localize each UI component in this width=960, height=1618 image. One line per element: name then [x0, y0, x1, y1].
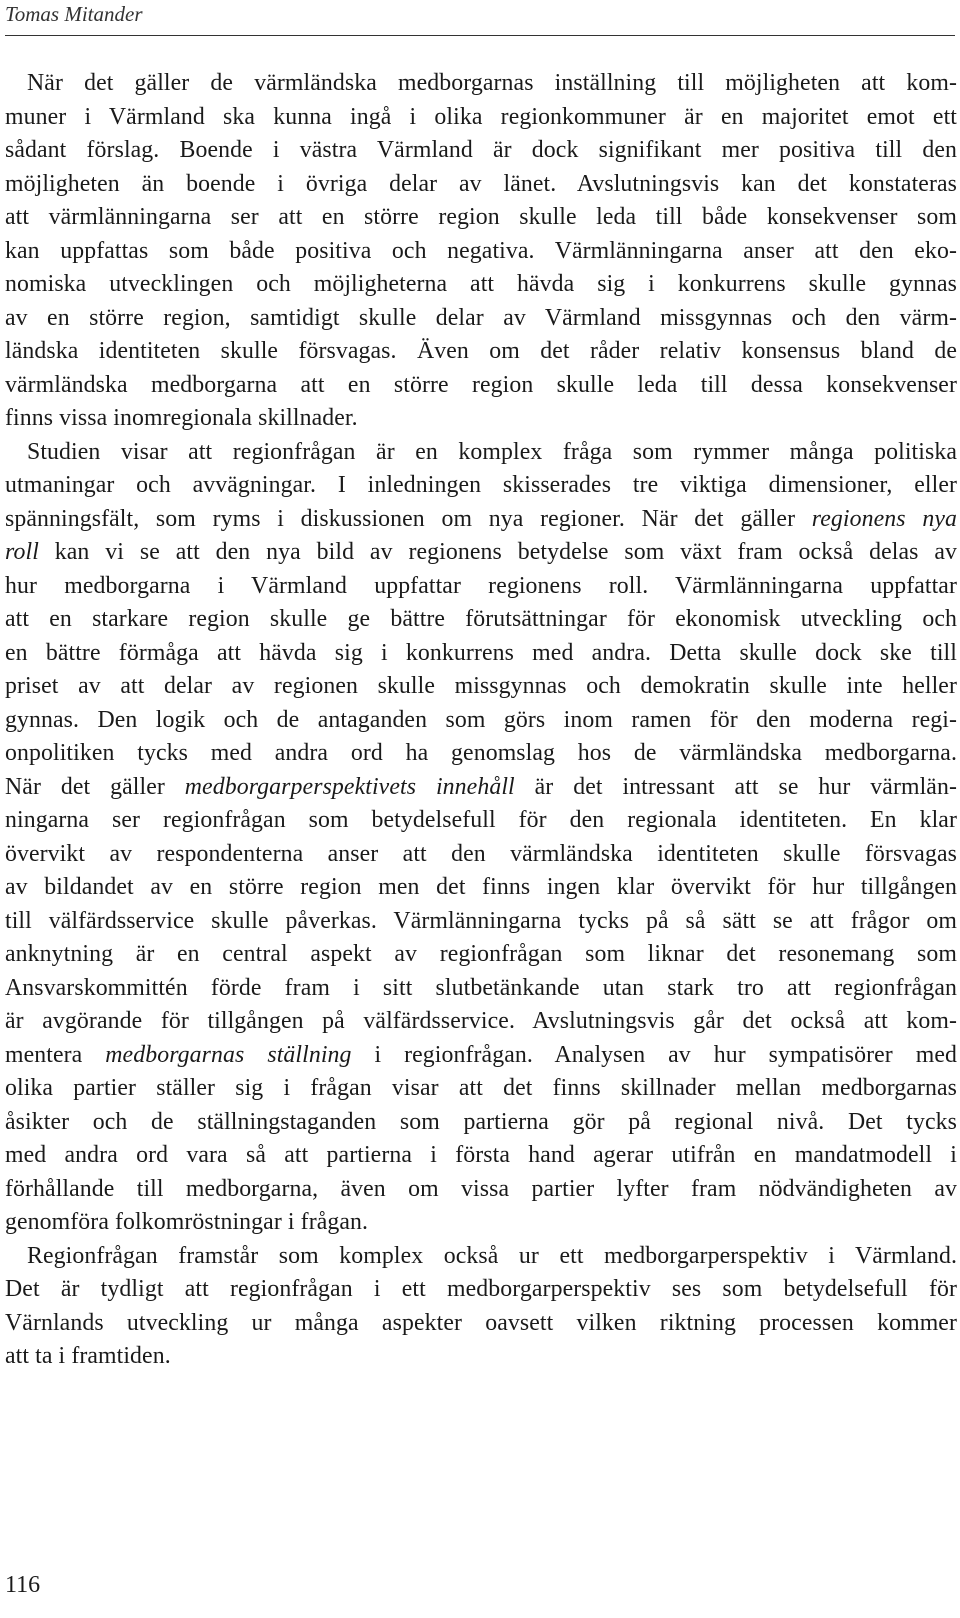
text-line: övervikt av respondenterna anser att den värmländska identiteten skulle försvagas — [5, 840, 957, 867]
body-text — [5, 67, 957, 1374]
text-line: till välfärdsservice skulle påverkas. Värmlänningarna tycks på så sätt se att frågor om — [5, 907, 957, 934]
text-line: gynnas. Den logik och de antaganden som görs inom ramen för den moderna regi- — [5, 706, 957, 733]
text-line: Studien visar att regionfrågan är en komplex fråga som rymmer många politiska — [27, 438, 957, 465]
italic-term: roll — [5, 539, 39, 565]
running-head — [5, 0, 955, 36]
text-segment: kan vi se att den nya bild av regionens betydelse som växt fram också delas av — [38, 539, 957, 565]
text-line: att en starkare region skulle ge bättre förutsättningar för ekonomisk utveckling och — [5, 606, 957, 632]
text-line: med andra ord vara så att partierna i första hand agerar utifrån en mandatmodell i — [5, 1142, 957, 1168]
text-line: att värmlänningarna ser att en större region skulle leda till både konsekvenser som — [5, 204, 957, 230]
text-line: anknytning är en central aspekt av regionfrågan som liknar det resonemang som — [5, 941, 957, 967]
text-line: ningarna ser regionfrågan som betydelsefull för den regionala identiteten. En klar — [5, 807, 957, 833]
italic-term: medborgarnas ställning — [105, 1041, 352, 1068]
text-line: Regionfrågan framstår som komplex också ur ett medborgarperspektiv i Värmland. — [27, 1242, 957, 1269]
text-line: att ta i framtiden. — [5, 1343, 171, 1369]
text-line: genomföra folkomröstningar i frågan. — [5, 1209, 369, 1235]
italic-term: regionens nya — [811, 505, 957, 532]
header-author: Tomas Mitander — [5, 2, 143, 26]
text-line — [5, 536, 957, 570]
text-line: förhållande till medborgarna, även om vissa partier lyfter fram nödvändigheten av — [5, 1175, 957, 1202]
text-line: sådant förslag. Boende i västra Värmland är dock signifikant mer positiva till den — [5, 137, 957, 163]
text-line: av en större region, samtidigt skulle delar av Värmland missgynnas och den värm- — [5, 304, 957, 331]
text-line — [5, 771, 957, 805]
text-line: Det är tydligt att regionfrågan i ett medborgarperspektiv ses som betydelsefull för — [5, 1276, 957, 1302]
text-line: När det gäller de värmländska medborgarnas inställning till möjligheten att kom- — [27, 70, 957, 96]
text-line: finns vissa inomregionala skillnader. — [5, 405, 358, 431]
text-line: priset av att delar av regionen skulle missgynnas och demokratin skulle inte heller — [5, 673, 957, 699]
text-line: möjligheten än boende i övriga delar av länet. Avslutningsvis kan det konstateras — [5, 170, 957, 197]
text-line: utmaningar och avvägningar. I inledningen skisserades tre viktiga dimensioner, eller — [5, 472, 957, 498]
text-segment: är det intressant att se hur värmlän- — [514, 773, 957, 800]
text-line: är avgörande för tillgången på välfärdsservice. Avslutningsvis går det också att kom- — [5, 1008, 957, 1034]
italic-term: medborgarperspektivets innehåll — [184, 773, 515, 800]
text-line: värmländska medborgarna att en större region skulle leda till dessa konsekvenser — [5, 371, 957, 398]
text-line: ländska identiteten skulle försvagas. Även om det råder relativ konsensus bland de — [5, 338, 957, 364]
text-line: av bildandet av en större region men det finns ingen klar övervikt för hur tillgången — [5, 874, 957, 900]
text-line: hur medborgarna i Värmland uppfattar regionens roll. Värmlänningarna uppfattar — [5, 572, 957, 599]
text-line: kan uppfattas som både positiva och negativa. Värmlänningarna anser att den eko- — [5, 237, 957, 264]
text-line: Ansvarskommittén förde fram i sitt slutbetänkande utan stark tro att regionfrågan — [5, 974, 957, 1001]
text-segment: mentera — [5, 1041, 106, 1068]
text-line: åsikter och de ställningstaganden som partierna gör på regional nivå. Det tycks — [5, 1108, 957, 1135]
page-number: 116 — [5, 1572, 41, 1598]
text-segment: spänningsfält, som ryms i diskussionen om nya regioner. När det gäller — [5, 505, 812, 532]
text-line: onpolitiken tycks med andra ord ha genomslag hos de värmländska medborgarna. — [5, 740, 957, 766]
text-line: olika partier ställer sig i frågan visar att det finns skillnader mellan medborgarnas — [5, 1075, 957, 1101]
text-line: nomiska utvecklingen och möjligheterna att hävda sig i konkurrens skulle gynnas — [5, 271, 957, 297]
text-segment: När det gäller — [5, 773, 185, 800]
text-line — [5, 503, 957, 537]
text-segment: i regionfrågan. Analysen av hur sympatisörer med — [351, 1041, 957, 1068]
text-line: Värnlands utveckling ur många aspekter oavsett vilken riktning processen kommer — [5, 1309, 957, 1336]
text-line — [5, 1039, 957, 1073]
text-line: en bättre förmåga att hävda sig i konkurrens med andra. Detta skulle dock ske till — [5, 639, 957, 666]
text-line: muner i Värmland ska kunna ingå i olika regionkommuner är en majoritet emot ett — [5, 103, 957, 130]
